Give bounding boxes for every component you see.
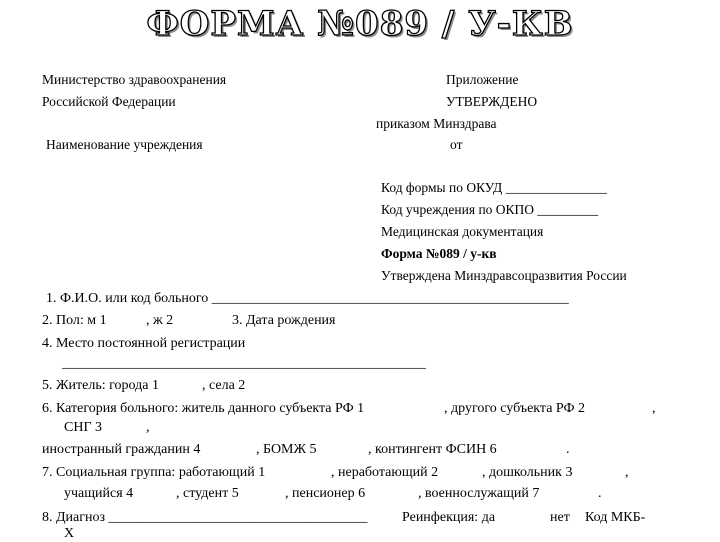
category-period: .: [566, 442, 570, 457]
category-fsin-option: , контингент ФСИН 6: [368, 442, 497, 457]
category-local-resident-option: 6. Категория больного: житель данного субъекта РФ 1: [42, 401, 365, 416]
social-preschooler-option: , дошкольник 3: [482, 465, 573, 480]
resident-village-option: , села 2: [202, 378, 246, 393]
social-comma: ,: [625, 465, 629, 480]
icd-code-label: Код МКБ-: [585, 510, 646, 525]
sex-male-option: 2. Пол: м 1: [42, 313, 107, 328]
diagnosis-field: 8. Диагноз _____________________________________: [42, 510, 368, 525]
approved-label: УТВЕРЖДЕНО: [446, 94, 538, 109]
icd-code-label-x: Х: [64, 526, 75, 541]
institution-name-label: Наименование учреждения: [46, 137, 203, 152]
social-pupil-option: учащийся 4: [64, 486, 134, 501]
social-employed-option: 7. Социальная группа: работающий 1: [42, 465, 266, 480]
social-military-option: , военнослужащий 7: [418, 486, 540, 501]
form-number-label: Форма №089 / у-кв: [381, 246, 497, 261]
order-date-label: от: [450, 137, 463, 152]
social-student-option: , студент 5: [176, 486, 239, 501]
ministry-line-1: Министерство здравоохранения: [42, 72, 227, 87]
category-other-region-option: , другого субъекта РФ 2: [444, 401, 586, 416]
patient-name-field: 1. Ф.И.О. или код больного ___________________________________________________: [46, 291, 569, 306]
birth-date-field: 3. Дата рождения: [232, 313, 336, 328]
appendix-label: Приложение: [446, 72, 519, 87]
approved-by-label: Утверждена Минздравсоцразвития России: [381, 268, 627, 283]
form-title: ФОРМА №089 / У-КВ: [146, 4, 574, 44]
category-homeless-option: , БОМЖ 5: [256, 442, 317, 457]
okud-code-field: Код формы по ОКУД _______________: [381, 180, 607, 195]
ministry-line-2: Российской Федерации: [42, 94, 176, 109]
category-foreigner-option: иностранный гражданин 4: [42, 442, 201, 457]
social-unemployed-option: , неработающий 2: [331, 465, 439, 480]
reinfection-no-option: нет: [550, 510, 570, 525]
category-comma: ,: [652, 401, 656, 416]
order-label: приказом Минздрава: [376, 116, 497, 131]
social-period: .: [598, 486, 602, 501]
medical-documentation-label: Медицинская документация: [381, 224, 544, 239]
category-cis-comma: ,: [146, 420, 150, 435]
registration-place-line: ____________________________________________________: [62, 356, 426, 371]
social-pensioner-option: , пенсионер 6: [285, 486, 366, 501]
okpo-code-field: Код учреждения по ОКПО _________: [381, 202, 599, 217]
sex-female-option: , ж 2: [146, 313, 174, 328]
reinfection-yes-option: Реинфекция: да: [402, 510, 496, 525]
registration-place-field: 4. Место постоянной регистрации: [42, 336, 246, 351]
category-cis-option: СНГ 3: [64, 420, 103, 435]
resident-city-option: 5. Житель: города 1: [42, 378, 159, 393]
